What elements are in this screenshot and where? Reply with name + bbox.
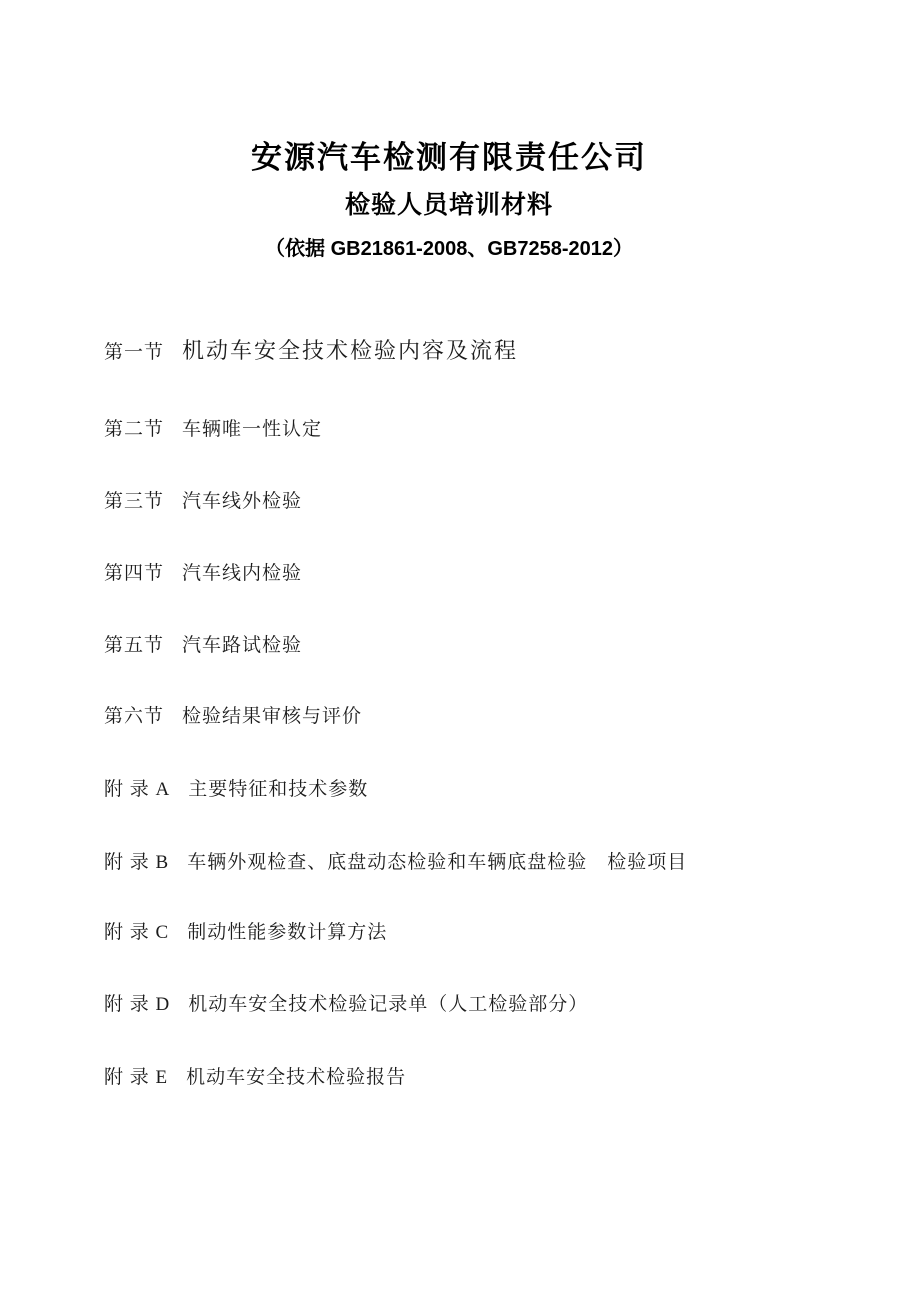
toc-row-title: 汽车线内检验	[182, 563, 303, 584]
toc-row-title: 机动车安全技术检验报告	[186, 1067, 407, 1088]
toc-row-section-6	[104, 707, 362, 726]
toc-row-section-1	[104, 340, 518, 362]
toc-row-appendix-e	[104, 1068, 406, 1087]
toc-row-label: 第一节	[104, 342, 165, 363]
toc-row-title: 机动车安全技术检验内容及流程	[182, 338, 519, 363]
toc-row-label: 第五节	[104, 635, 165, 656]
toc-row-title: 制动性能参数计算方法	[187, 922, 388, 943]
toc-row-title: 汽车路试检验	[182, 635, 303, 656]
toc-row-title: 主要特征和技术参数	[188, 779, 369, 800]
toc-row-label: 第四节	[104, 563, 165, 584]
toc-row-label: 第六节	[104, 706, 165, 727]
training-material-subtitle: 检验人员培训材料	[344, 191, 553, 219]
toc-row-appendix-b	[104, 853, 687, 872]
toc-row-label: 附 录 D	[104, 994, 171, 1015]
toc-row-appendix-a	[104, 780, 368, 799]
toc-row-section-4	[104, 564, 302, 583]
standards-basis-line: （依据 GB21861-2008、GB7258-2012）	[265, 238, 633, 260]
toc-row-label: 附 录 C	[104, 922, 170, 943]
toc-row-appendix-d	[104, 995, 588, 1014]
toc-row-section-3	[104, 492, 302, 511]
toc-row-label: 第三节	[104, 491, 165, 512]
toc-row-appendix-c	[104, 923, 387, 942]
toc-row-section-5	[104, 636, 302, 655]
toc-row-label: 第二节	[104, 419, 165, 440]
toc-row-label: 附 录 E	[104, 1067, 169, 1088]
company-title: 安源汽车检测有限责任公司	[251, 140, 647, 175]
toc-row-title: 车辆外观检查、底盘动态检验和车辆底盘检验 检验项目	[187, 852, 688, 873]
toc-row-title: 汽车线外检验	[182, 491, 303, 512]
toc-row-label: 附 录 B	[104, 852, 170, 873]
toc-row-title: 机动车安全技术检验记录单（人工检验部分）	[188, 994, 589, 1015]
toc-row-title: 检验结果审核与评价	[182, 706, 363, 727]
toc-row-title: 车辆唯一性认定	[182, 419, 323, 440]
toc-row-section-2	[104, 420, 322, 439]
toc-row-label: 附 录 A	[104, 779, 171, 800]
